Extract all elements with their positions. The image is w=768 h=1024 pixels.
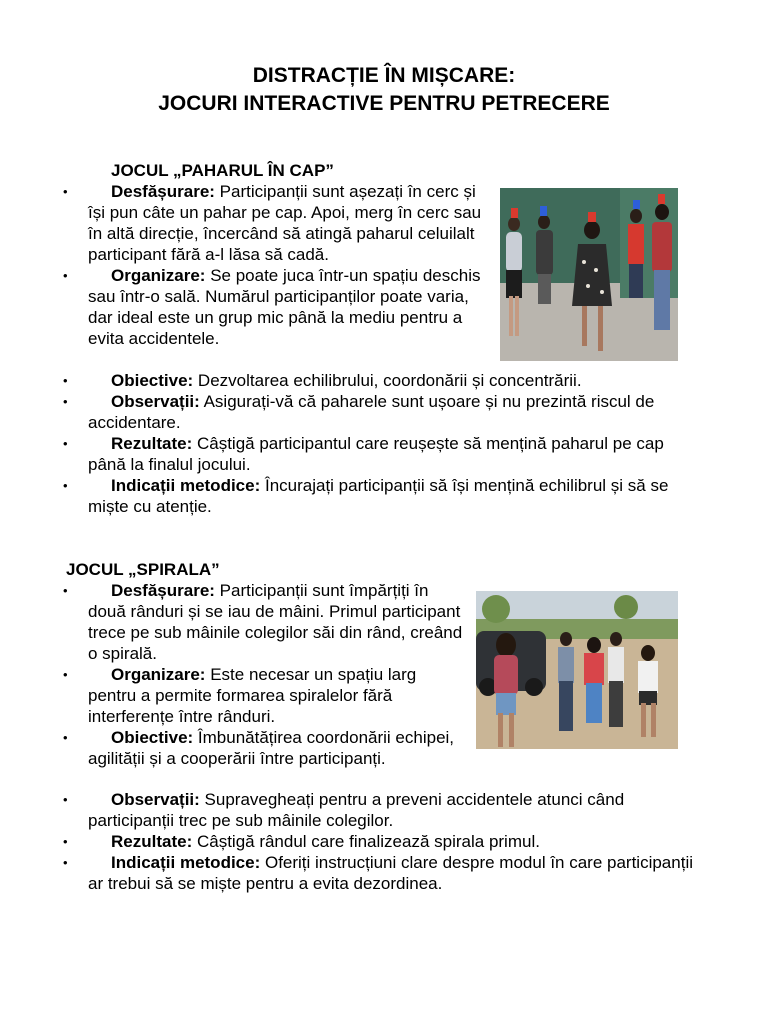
list-item <box>88 727 464 769</box>
list-item <box>88 265 488 349</box>
list-item <box>88 370 700 391</box>
game-2-list <box>88 580 464 769</box>
item-label: Observații: <box>111 392 200 411</box>
item-label: Desfășurare: <box>111 581 215 600</box>
list-item <box>88 580 464 664</box>
title-line-2: JOCURI INTERACTIVE PENTRU PETRECERE <box>158 92 610 115</box>
list-item <box>88 664 464 727</box>
game-2-list-continued <box>88 789 700 894</box>
game-2-heading: JOCUL „SPIRALA” <box>66 560 220 579</box>
list-item <box>88 475 700 517</box>
item-label: Indicații metodice: <box>111 853 261 872</box>
item-label: Obiective: <box>111 728 194 747</box>
game-2-photo <box>476 591 678 749</box>
item-label: Desfășurare: <box>111 182 215 201</box>
item-text: Încurajați participanții să își mențină echilibrul și să se miște cu atenție. <box>88 476 669 516</box>
list-item <box>88 433 700 475</box>
list-item <box>88 852 700 894</box>
game-1-photo <box>500 188 678 361</box>
item-label: Obiective: <box>111 371 194 390</box>
list-item <box>88 831 700 852</box>
item-label: Observații: <box>111 790 200 809</box>
list-item <box>88 181 488 265</box>
item-label: Rezultate: <box>111 434 193 453</box>
list-item <box>88 391 700 433</box>
item-text: Oferiți instrucțiuni clare despre modul în care participanții ar trebui să se miște pentru a evita dezordinea. <box>88 853 693 893</box>
item-text: Participanții sunt împărțiți în două rânduri și se iau de mâini. Primul participant trece pe sub mâinile colegilor săi din rând, creând o spirală. <box>88 581 463 663</box>
list-item <box>88 789 700 831</box>
item-text: Se poate juca într-un spațiu deschis sau într-o sală. Numărul participanților poate varia, dar ideal este un grup mic până la mediu pentru a evita accidentele. <box>88 266 481 348</box>
game-1-list <box>88 181 488 349</box>
item-label: Organizare: <box>111 665 206 684</box>
item-text: Câștigă rândul care finalizează spirala primul. <box>192 832 540 851</box>
item-text: Supravegheați pentru a preveni accidentele atunci când participanții trec pe sub mâinile colegilor. <box>88 790 625 830</box>
game-1-list-continued <box>88 370 700 517</box>
item-text: Asigurați-vă că paharele sunt ușoare și nu prezintă riscul de accidentare. <box>88 392 655 432</box>
item-label: Indicații metodice: <box>111 476 261 495</box>
item-text: Participanții sunt așezați în cerc și își pun câte un pahar pe cap. Apoi, merg în cerc sau în altă direcție, încercând să atingă paharul celuilalt participant fără a-l lăsa să cadă. <box>88 182 482 264</box>
item-text: Îmbunătățirea coordonării echipei, agilității și a cooperării între participanți. <box>88 728 455 768</box>
game-1-heading: JOCUL „PAHARUL ÎN CAP” <box>111 161 334 180</box>
title-line-1: DISTRACȚIE ÎN MIȘCARE: <box>252 64 516 87</box>
item-text: Este necesar un spațiu larg pentru a permite formarea spiralelor fără interferențe între rânduri. <box>88 665 417 726</box>
item-text: Dezvoltarea echilibrului, coordonării și concentrării. <box>193 371 582 390</box>
page-title <box>0 62 768 118</box>
item-text: Câștigă participantul care reușește să mențină paharul pe cap până la finalul jocului. <box>88 434 664 474</box>
item-label: Organizare: <box>111 266 206 285</box>
item-label: Rezultate: <box>111 832 193 851</box>
